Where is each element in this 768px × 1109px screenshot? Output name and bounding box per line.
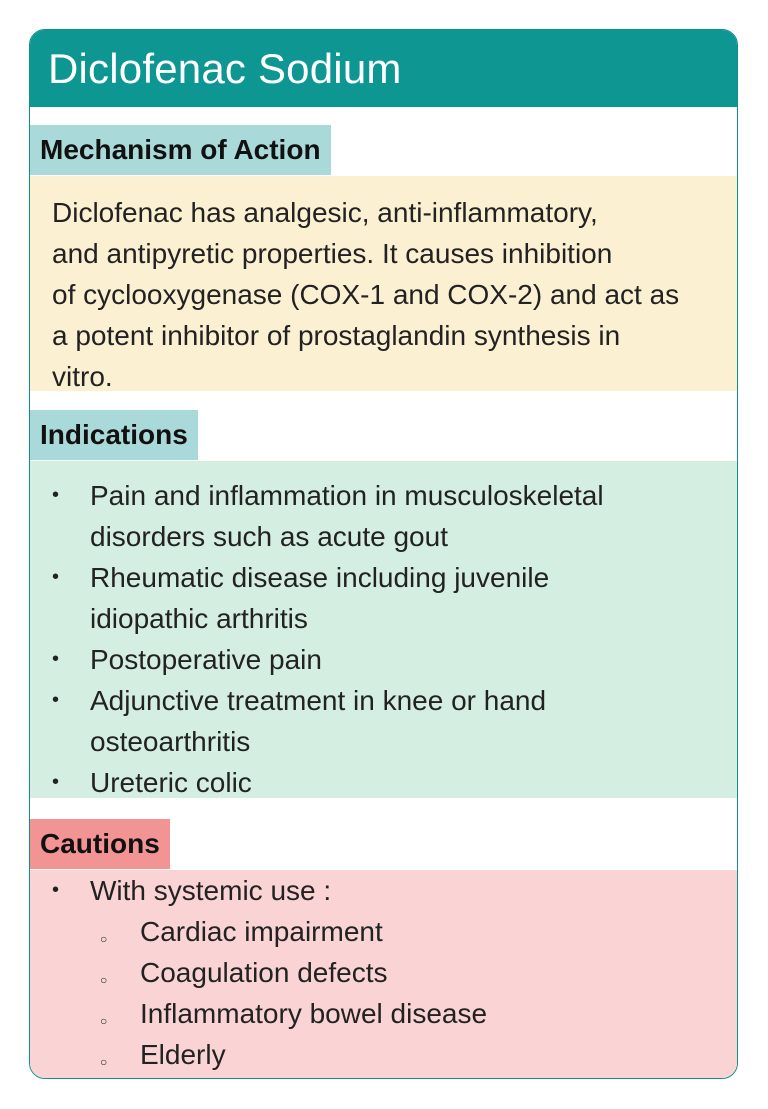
cautions-heading: Cautions [30, 819, 170, 869]
bullet-icon: • [52, 689, 60, 711]
mechanism-heading: Mechanism of Action [30, 125, 331, 175]
cautions-sublist [30, 911, 737, 1075]
mechanism-line: of cyclooxygenase (COX-1 and COX-2) and act as [52, 279, 680, 310]
bullet-icon: • [52, 879, 60, 901]
mechanism-text [30, 176, 737, 397]
list-item-text: Adjunctive treatment in knee or hand [90, 685, 547, 716]
sub-list-item-text: Inflammatory bowel disease [140, 998, 488, 1029]
mechanism-section [30, 176, 737, 391]
sub-list-item [30, 911, 737, 952]
bullet-icon: • [52, 484, 60, 506]
list-item-text: Ureteric colic [90, 767, 252, 798]
list-item-text: Rheumatic disease including juvenile [90, 562, 550, 593]
list-item [30, 639, 737, 680]
sub-list-item [30, 952, 737, 993]
sub-list-item-text: Cardiac impairment [140, 916, 383, 947]
mechanism-line: and antipyretic properties. It causes inhibition [52, 238, 613, 269]
indications-heading: Indications [30, 410, 198, 460]
list-item-text: osteoarthritis [90, 726, 251, 757]
cautions-section [30, 870, 737, 1079]
cautions-list [30, 870, 737, 911]
circle-bullet-icon: ○ [100, 1014, 108, 1028]
circle-bullet-icon: ○ [100, 1055, 108, 1069]
mechanism-line: Diclofenac has analgesic, anti-inflammatory, [52, 197, 598, 228]
mechanism-line: a potent inhibitor of prostaglandin synthesis in [52, 320, 621, 351]
bullet-icon: • [52, 771, 60, 793]
list-item-text: idiopathic arthritis [90, 603, 308, 634]
indications-list [30, 461, 737, 803]
bullet-icon: • [52, 566, 60, 588]
sub-list-item-text: Coagulation defects [140, 957, 388, 988]
list-item-text: disorders such as acute gout [90, 521, 448, 552]
indications-section [30, 461, 737, 798]
circle-bullet-icon: ○ [100, 973, 108, 987]
list-item-text: Postoperative pain [90, 644, 322, 675]
sub-list-item [30, 1034, 737, 1075]
list-item [30, 557, 737, 639]
list-item [30, 762, 737, 803]
page-title: Diclofenac Sodium [48, 45, 402, 92]
mechanism-line: vitro. [52, 361, 113, 392]
list-item [30, 680, 737, 762]
list-item-text: With systemic use : [90, 875, 332, 906]
sub-list-item [30, 993, 737, 1034]
sub-list-item-text: Elderly [140, 1039, 226, 1070]
title-bar [30, 30, 737, 107]
list-item-text: Pain and inflammation in musculoskeletal [90, 480, 604, 511]
list-item [30, 870, 737, 911]
drug-card [29, 29, 738, 1079]
list-item [30, 475, 737, 557]
bullet-icon: • [52, 648, 60, 670]
circle-bullet-icon: ○ [100, 932, 108, 946]
